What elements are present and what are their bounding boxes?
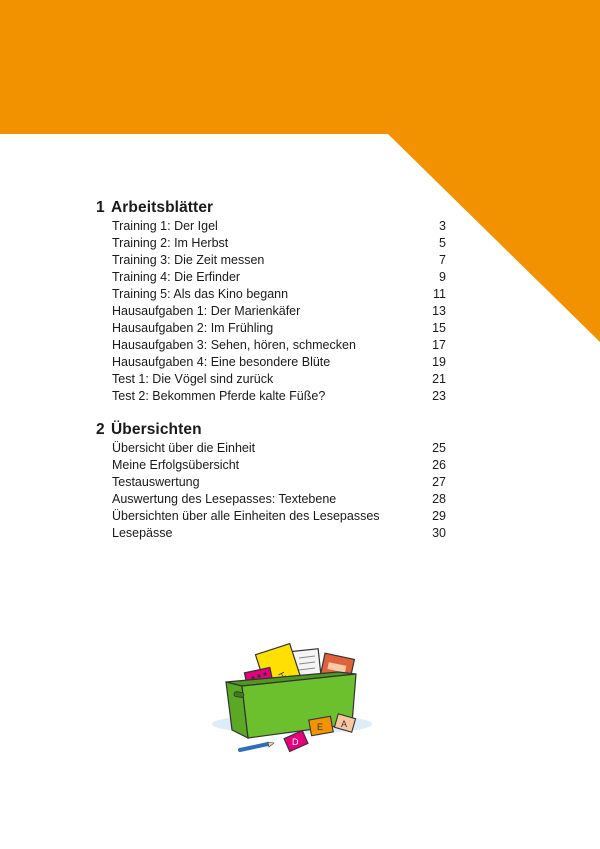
toc-entry[interactable] (96, 371, 446, 388)
material-box-illustration (206, 640, 374, 758)
toc-entry-label: Meine Erfolgsübersicht (112, 458, 240, 472)
toc-entry-label: Hausaufgaben 1: Der Marienkäfer (112, 304, 301, 318)
toc-entry[interactable] (96, 508, 446, 525)
toc-entry-label: Hausaufgaben 4: Eine besondere Blüte (112, 355, 331, 369)
toc-entry-page: 15 (432, 321, 446, 335)
toc-entry-page: 29 (432, 509, 446, 523)
cube-letter: E (317, 722, 324, 732)
toc-entry-label: Training 4: Die Erfinder (112, 270, 241, 284)
toc-entry[interactable] (96, 491, 446, 508)
toc-entry-label: Test 1: Die Vögel sind zurück (112, 372, 274, 386)
toc-entry-label: Training 2: Im Herbst (112, 236, 229, 250)
toc-entry[interactable] (96, 252, 446, 269)
section-title: Arbeitsblätter (111, 199, 214, 216)
toc-entry[interactable] (96, 320, 446, 337)
toc-entry-page: 11 (433, 287, 446, 301)
toc-entry-label: Training 1: Der Igel (112, 219, 218, 233)
toc-entry[interactable] (96, 388, 446, 405)
section-heading (96, 198, 446, 218)
toc-entry-page: 19 (432, 355, 446, 369)
table-of-contents (96, 198, 446, 542)
toc-entry-label: Training 5: Als das Kino begann (112, 287, 289, 301)
toc-entry-page: 13 (432, 304, 446, 318)
toc-entry-page: 9 (439, 270, 446, 284)
toc-entry[interactable] (96, 354, 446, 371)
toc-entry[interactable] (96, 457, 446, 474)
section-number: 1 (96, 199, 105, 216)
toc-entry-page: 30 (432, 526, 446, 540)
toc-entry-page: 7 (439, 253, 446, 267)
section-title: Übersichten (111, 421, 202, 438)
toc-entry[interactable] (96, 474, 446, 491)
toc-entry-label: Lesepässe (112, 526, 173, 540)
toc-entry-page: 5 (439, 236, 446, 250)
toc-entry-page: 3 (439, 219, 446, 233)
toc-entry[interactable] (96, 440, 446, 457)
toc-entry[interactable] (96, 218, 446, 235)
toc-entry-label: Test 2: Bekommen Pferde kalte Füße? (112, 389, 326, 403)
toc-entry[interactable] (96, 525, 446, 542)
section-number: 2 (96, 421, 105, 438)
toc-entry-page: 17 (432, 338, 446, 352)
toc-entry-label: Testauswertung (112, 475, 200, 489)
toc-entry-page: 21 (432, 372, 446, 386)
cube-letter: A (341, 719, 348, 729)
toc-entry-label: Übersicht über die Einheit (112, 441, 256, 455)
section-heading (96, 420, 446, 440)
toc-entry-label: Training 3: Die Zeit messen (112, 253, 265, 267)
toc-entry-page: 28 (432, 492, 446, 506)
toc-entry-label: Hausaufgaben 2: Im Frühling (112, 321, 274, 335)
toc-entry-page: 25 (432, 441, 446, 455)
toc-entry[interactable] (96, 303, 446, 320)
cube-letter: D (292, 737, 299, 747)
toc-entry-page: 26 (432, 458, 446, 472)
toc-entry[interactable] (96, 269, 446, 286)
toc-entry-label: Hausaufgaben 3: Sehen, hören, schmecken (112, 338, 356, 352)
toc-entry-page: 23 (432, 389, 446, 403)
toc-entry[interactable] (96, 235, 446, 252)
toc-entry-label: Übersichten über alle Einheiten des Lesepasses (112, 509, 380, 523)
toc-entry-label: Auswertung des Lesepasses: Textebene (112, 492, 337, 506)
toc-section-2 (96, 420, 446, 542)
toc-section-1 (96, 198, 446, 405)
toc-entry-page: 27 (432, 475, 446, 489)
toc-entry[interactable] (96, 337, 446, 354)
toc-entry[interactable] (96, 286, 446, 303)
